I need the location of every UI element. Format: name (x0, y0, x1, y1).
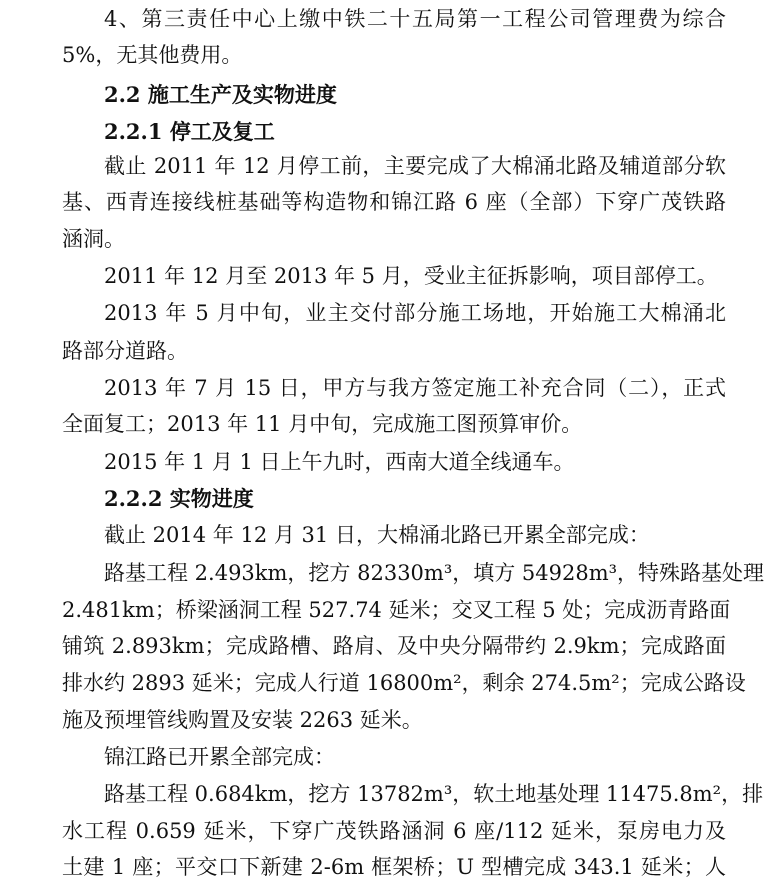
text-line: 铺筑 2.893km；完成路槽、路肩、及中央分隔带约 2.9km；完成路面 (62, 634, 726, 658)
text-line: 锦江路已开累全部完成： (104, 745, 335, 769)
text-line: 排水约 2893 延米；完成人行道 16800m²，剩余 274.5m²；完成公路设 (62, 671, 746, 695)
text-line: 截止 2014 年 12 月 31 日，大棉涌北路已开累全部完成： (104, 523, 650, 547)
subsection-heading: 2.2.1 停工及复工 (104, 119, 275, 144)
text-line: 施及预埋管线购置及安装 2263 延米。 (62, 708, 423, 732)
subsection-heading: 2.2.2 实物进度 (104, 486, 254, 511)
text-line: 全面复工；2013 年 11 月中旬，完成施工图预算审价。 (62, 412, 583, 436)
text-line: 4、第三责任中心上缴中铁二十五局第一工程公司管理费为综合 (104, 7, 726, 31)
text-line: 截止 2011 年 12 月停工前，主要完成了大棉涌北路及辅道部分软 (104, 154, 726, 178)
text-line: 路基工程 0.684km，挖方 13782m³，软土地基处理 11475.8m²，排 (104, 782, 764, 806)
text-line: 路基工程 2.493km，挖方 82330m³，填方 54928m³，特殊路基处理 (104, 561, 765, 585)
text-line: 土建 1 座；平交口下新建 2-6m 框架桥；U 型槽完成 343.1 延米；人 (62, 855, 726, 879)
text-line: 基、西青连接线桩基础等构造物和锦江路 6 座（全部）下穿广茂铁路 (62, 190, 726, 214)
text-line: 路部分道路。 (62, 339, 188, 363)
text-line: 2.481km；桥梁涵洞工程 527.74 延米；交叉工程 5 处；完成沥青路面 (62, 598, 731, 622)
text-line: 涵洞。 (62, 227, 125, 251)
text-line: 2013 年 5 月中旬，业主交付部分施工场地，开始施工大棉涌北 (104, 301, 726, 325)
section-heading: 2.2 施工生产及实物进度 (104, 82, 337, 107)
text-line: 2013 年 7 月 15 日，甲方与我方签定施工补充合同（二），正式 (104, 376, 726, 400)
text-line: 5%，无其他费用。 (62, 43, 243, 67)
text-line: 2011 年 12 月至 2013 年 5 月，受业主征拆影响，项目部停工。 (104, 264, 718, 288)
text-line: 水工程 0.659 延米，下穿广茂铁路涵洞 6 座/112 延米，泵房电力及 (62, 819, 726, 843)
text-line: 2015 年 1 月 1 日上午九时，西南大道全线通车。 (104, 450, 575, 474)
